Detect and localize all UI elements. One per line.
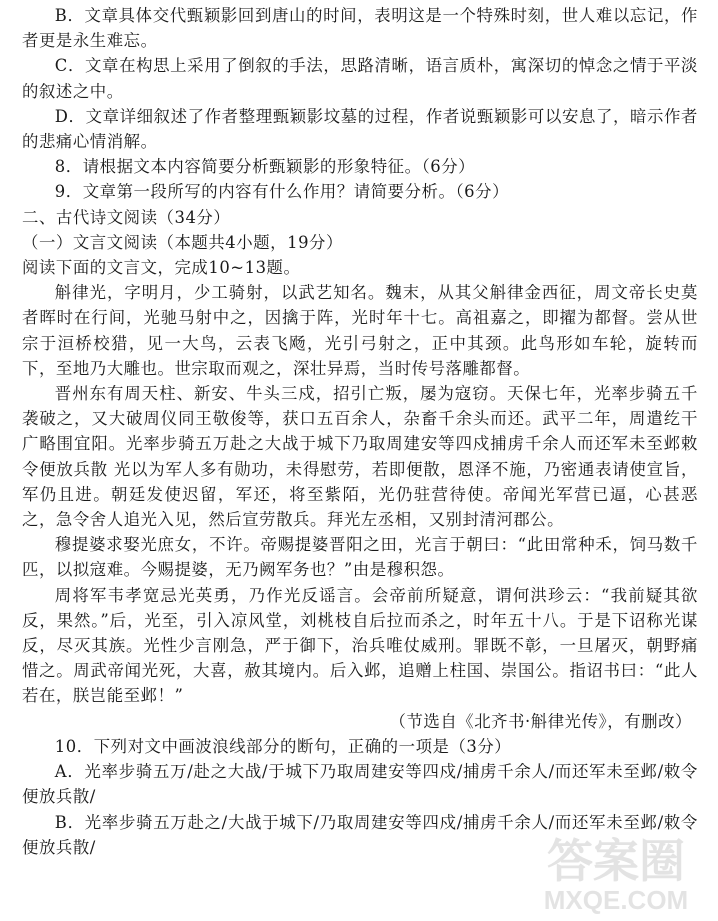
watermark-line-1: 答案圈 [547, 835, 685, 887]
reading-instruction: 阅读下面的文言文，完成10~13题。 [22, 258, 301, 278]
option-b-paragraph: B．文章具体交代甄颖影回到唐山的时间，表明这是一个特殊时刻，世人难以忘记，作者更是永生难忘。 [22, 6, 698, 51]
passage-paragraph-4: 周将军韦孝宽忌光英勇，乃作光反谣言。会帝前所疑意，谓何洪珍云：“我前疑其欲反，果然。”后，光至，引入凉风堂，刘桃枝自后拉而杀之，时年五十八。于是下诏称光谋反，尽灭其族。光性少言刚急，严于御下，治兵唯仗威刑。罪既不彰，一旦屠灭，朝野痛惜之。周武帝闻光死，大喜，赦其境内。后入邺，追赠上柱国、崇国公。指诏书曰：“此人若在，朕岂能至邺！” [22, 585, 698, 706]
passage-paragraph-3: 穆提婆求娶光庶女，不许。帝赐提婆晋阳之田，光言于朝曰：“此田常种禾，饲马数千匹，以拟寇难。今赐提婆，无乃阙军务也？”由是穆积怨。 [22, 535, 698, 580]
subsection-heading-classical-chinese: （一）文言文阅读（本题共4小题，19分） [22, 232, 343, 252]
watermark-line-2: MXQE.COM [543, 885, 689, 915]
question-10: 10．下列对文中画波浪线部分的断句，正确的一项是（3分） [54, 736, 512, 756]
passage-paragraph-2: 晋州东有周天柱、新安、牛头三戍，招引亡叛，屡为寇窃。天保七年，光率步骑五千袭破之，又大破周仪同王敬俊等，获口五百余人，杂畜千余头而还。武平二年，周遣纥干广略围宜阳。光率步骑五万赴之大战于城下乃取周建安等四戍捕虏千余人而还军未至邺敕令便放兵散 光以为军人多有勋功，未得慰劳，若即便散，恩泽不施，乃密通表请使宣旨，军仍且进。朝廷发使迟留，军还，将至紫陌，光仍驻营待使。帝闻光军营已逼，心甚恶之，急令舍人追光入见，然后宣劳散兵。拜光左丞相，又别封清河郡公。 [22, 384, 698, 530]
passage-source: （节选自《北齐书·斛律光传》，有删改） [389, 711, 692, 731]
section-heading-ancient-poetry: 二、古代诗文阅读（34分） [22, 207, 231, 227]
question-8: 8．请根据文本内容简要分析甄颖影的形象特征。（6分） [54, 157, 476, 177]
passage-paragraph-1: 斛律光，字明月，少工骑射，以武艺知名。魏末，从其父斛律金西征，周文帝长史莫者晖时在行间，光驰马射中之，因擒于阵，光时年十七。高祖嘉之，即擢为都督。尝从世宗于洹桥校猎，见一大鸟，云表飞飏，光引弓射之，正中其颈。此鸟形如车轮，旋转而下，至地乃大雕也。世宗取而观之，深壮异焉，当时传号落雕都督。 [22, 283, 698, 378]
option-d-paragraph: D．文章详细叙述了作者整理甄颖影坟墓的过程，作者说甄颖影可以安息了，暗示作者的悲痛心情消解。 [22, 106, 698, 152]
question-9: 9．文章第一段所写的内容有什么作用？请简要分析。（6分） [54, 182, 510, 202]
question-10-option-a: A．光率步骑五万/赴之大战/于城下乃取周建安等四戍/捕虏千余人/而还军未至邺/敕令便放兵散/ [22, 762, 698, 807]
option-c-paragraph: C．文章在构思上采用了倒叙的手法，思路清晰，语言质朴，寓深切的悼念之情于平淡的叙述之中。 [22, 56, 698, 101]
question-10-option-b: B．光率步骑五万赴之/大战于城下/乃取周建安等四戍/捕虏千余人/而还军未至邺/敕令便放兵散/ [22, 812, 698, 857]
